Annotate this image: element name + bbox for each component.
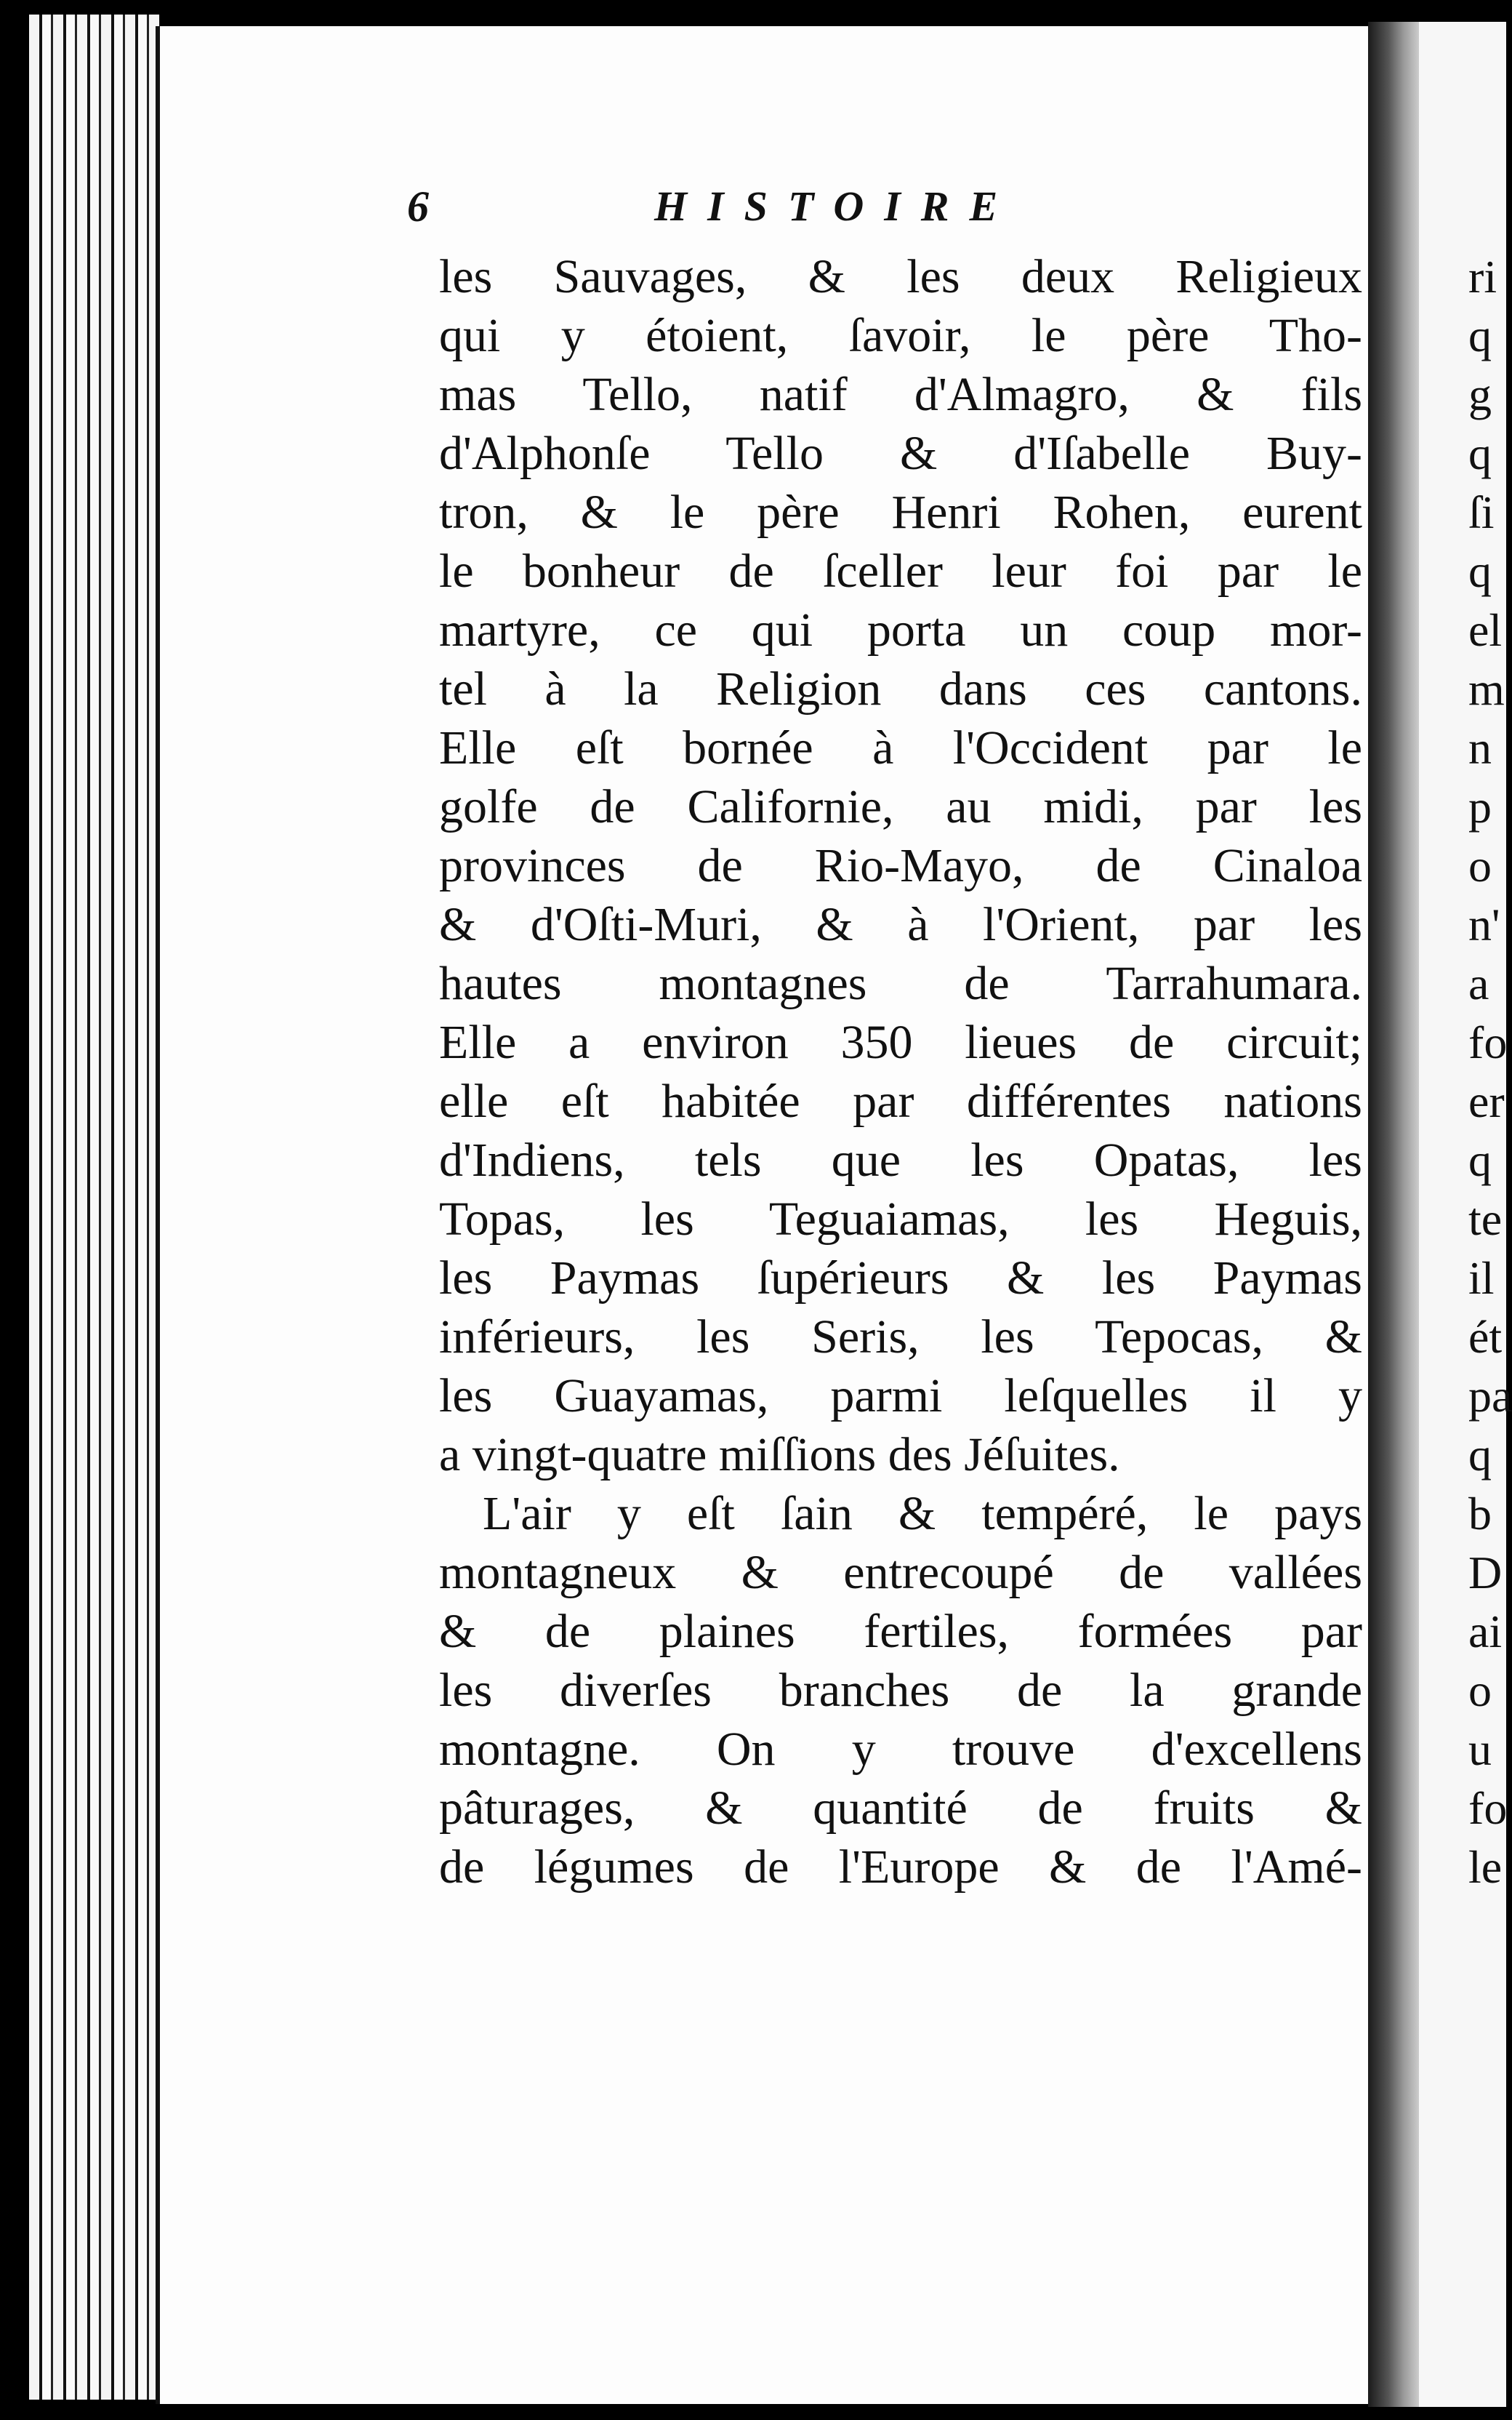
facing-line-fragment: fo — [1468, 1782, 1508, 1834]
facing-line-fragment: q — [1468, 428, 1492, 479]
text-line: inférieurs, les Seris, les Tepocas, & — [439, 1310, 1362, 1363]
text-line: d'Alphonſe Tello & d'Iſabelle Buy- — [439, 427, 1362, 480]
text-line: tel à la Religion dans ces cantons. — [439, 662, 1362, 716]
book-gutter — [1368, 22, 1419, 2407]
text-line: Topas, les Teguaiamas, les Heguis, — [439, 1193, 1362, 1246]
text-line: les Sauvages, & les deux Religieux — [439, 250, 1362, 303]
text-line: provinces de Rio-Mayo, de Cinaloa — [439, 839, 1362, 892]
facing-line-fragment: q — [1468, 310, 1492, 361]
facing-line-fragment: q — [1468, 1429, 1492, 1481]
text-line: & d'Oſti-Muri, & à l'Orient, par les — [439, 898, 1362, 951]
facing-line-fragment: a — [1468, 958, 1489, 1009]
facing-line-fragment: il — [1468, 1252, 1495, 1304]
page-edges — [29, 15, 160, 2400]
body-text — [439, 247, 1362, 1896]
facing-line-fragment: n — [1468, 722, 1492, 774]
text-line: d'Indiens, tels que les Opatas, les — [439, 1134, 1362, 1187]
facing-line-fragment: b — [1468, 1488, 1492, 1539]
facing-line-fragment: fo — [1468, 1017, 1508, 1068]
facing-line-fragment: ri — [1468, 251, 1497, 302]
text-line: & de plaines fertiles, formées par — [439, 1605, 1362, 1658]
text-line: les Paymas ſupérieurs & les Paymas — [439, 1251, 1362, 1305]
facing-line-fragment: n' — [1468, 899, 1500, 950]
text-line: mas Tello, natif d'Almagro, & fils — [439, 368, 1362, 421]
text-line: qui y étoient, ſavoir, le père Tho- — [439, 309, 1362, 362]
text-line: elle eſt habitée par différentes nations — [439, 1075, 1362, 1128]
page-header — [407, 182, 1134, 240]
text-line: a vingt-quatre miſſions des Jéſuites. — [439, 1428, 1120, 1481]
facing-line-fragment: o — [1468, 1664, 1492, 1716]
facing-page-text — [1468, 247, 1512, 1896]
text-line: Elle eſt bornée à l'Occident par le — [439, 721, 1362, 774]
text-line: hautes montagnes de Tarrahumara. — [439, 957, 1362, 1010]
facing-line-fragment: te — [1468, 1193, 1503, 1245]
text-line: Elle a environ 350 lieues de circuit; — [439, 1016, 1362, 1069]
facing-line-fragment: ét — [1468, 1311, 1503, 1363]
facing-line-fragment: q — [1468, 545, 1492, 597]
text-line: martyre, ce qui porta un coup mor- — [439, 604, 1362, 657]
facing-line-fragment: u — [1468, 1723, 1492, 1775]
text-line: golfe de Californie, au midi, par les — [439, 780, 1362, 833]
text-line: les Guayamas, parmi leſquelles il y — [439, 1369, 1362, 1422]
text-line: tron, & le père Henri Rohen, eurent — [439, 486, 1362, 539]
facing-line-fragment: q — [1468, 1134, 1492, 1186]
facing-line-fragment: p — [1468, 781, 1492, 833]
text-line: pâturages, & quantité de fruits & — [439, 1782, 1362, 1835]
facing-line-fragment: pa — [1468, 1370, 1512, 1422]
page-number: 6 — [407, 183, 429, 231]
facing-line-fragment: o — [1468, 840, 1492, 892]
text-line: montagneux & entrecoupé de vallées — [439, 1546, 1362, 1599]
text-line: de légumes de l'Europe & de l'Amé- — [439, 1840, 1362, 1894]
facing-line-fragment: er — [1468, 1075, 1505, 1127]
running-title: HISTOIRE — [654, 183, 1018, 230]
text-line: le bonheur de ſceller leur foi par le — [439, 545, 1362, 598]
facing-line-fragment: ai — [1468, 1606, 1503, 1657]
facing-line-fragment: g — [1468, 369, 1492, 420]
text-line: les diverſes branches de la grande — [439, 1664, 1362, 1717]
facing-line-fragment: D — [1468, 1547, 1503, 1598]
facing-line-fragment: el — [1468, 604, 1503, 656]
facing-line-fragment: ſi — [1468, 486, 1495, 538]
facing-line-fragment: le — [1468, 1841, 1503, 1893]
facing-line-fragment: m — [1468, 663, 1505, 715]
text-line: montagne. On y trouve d'excellens — [439, 1723, 1362, 1776]
text-line: L'air y eſt ſain & tempéré, le pays — [483, 1487, 1362, 1540]
